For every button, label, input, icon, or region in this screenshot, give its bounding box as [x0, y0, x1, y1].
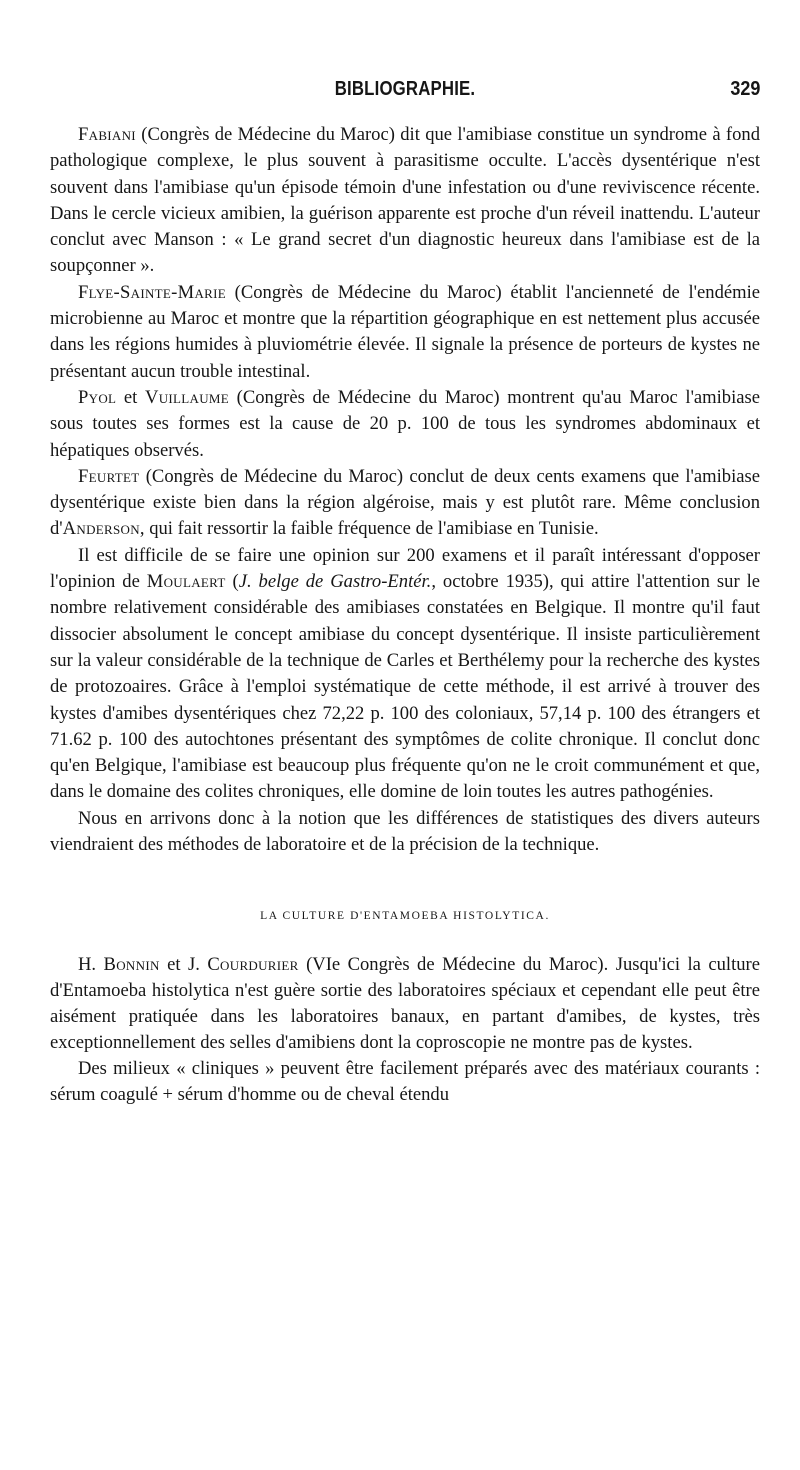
running-title: BIBLIOGRAPHIE. — [334, 78, 476, 100]
paragraph-text: Nous en arrivons donc à la notion que les différences de statistiques des divers auteurs viendraient des méthodes de laboratoire et de la précision de la technique. — [50, 807, 760, 856]
paragraph-text: (Congrès de Médecine du Maroc) dit que l'amibiase constitue un syndrome à fond pathologique complexe, le plus souvent à parasitisme occulte. L'accès dysentérique n'est souvent dans l'amibiase qu'un épisode témoin d'une infestation ou d'une reviviscence récente. Dans le cercle vicieux amibien, la guérison apparente est proche d'un réveil inattendu. L'auteur conclut avec Manson : « Le grand secret d'un diagnostic heureux dans l'amibiase est de la soupçonner ». — [50, 124, 760, 277]
book-page — [50, 78, 760, 1108]
conjunction: et J. — [159, 954, 208, 976]
author-name: Moulaert — [146, 571, 226, 593]
paragraph-bonnin-courdurier — [50, 952, 760, 1056]
conjunction: et — [116, 386, 145, 408]
paragraph-text: ( — [225, 571, 239, 593]
journal-title: J. belge de Gastro-Entér. — [238, 571, 432, 593]
author-name: Vuillaume — [145, 386, 230, 408]
paragraph-conclusion — [50, 806, 760, 859]
author-name: Anderson — [62, 518, 140, 540]
author-initial: H. — [78, 954, 104, 976]
author-name: Courdurier — [207, 954, 299, 976]
paragraph-text: (Congrès de Médecine du Maroc) conclut de deux cents examens que l'amibiase dysentérique existe bien dans la région algéroise, mais y est plutôt rare. Même conclusion d' — [50, 465, 760, 540]
paragraph-text: , qui fait ressortir la faible fréquence de l'amibiase en Tunisie. — [139, 518, 599, 540]
paragraph-pyol-vuillaume — [50, 385, 760, 464]
paragraph-text: Des milieux « cliniques » peuvent être facilement préparés avec des matériaux courants : sérum coagulé + sérum d'homme ou de cheval étendu — [50, 1058, 760, 1106]
paragraph-text: (Congrès de Médecine du Maroc) établit l'ancienneté de l'endémie microbienne au Maroc et montre que la répartition géographique en est nettement plus accusée dans les régions humides à pluviométrie élevée. Il signale la présence de porteurs de kystes ne présentant aucun trouble intestinal. — [50, 281, 760, 382]
paragraph-text: (VIe Congrès de Médecine du Maroc). Jusqu'ici la culture d'Entamoeba histolytica n'est guère sortie des laboratoires spéciaux et cependant elle peut être aisément pratiquée dans les laboratoires banaux, en partant d'amibes, de kystes, très exceptionnellement des selles d'amibiens dont la coproscopie ne montre pas de kystes. — [50, 954, 761, 1054]
author-name: Flye-Sainte-Marie — [78, 281, 226, 303]
paragraph-feurtet — [50, 464, 760, 543]
author-name: Pyol — [78, 386, 117, 408]
author-name: Feurtet — [78, 465, 140, 487]
section-heading: LA CULTURE D'ENTAMOEBA HISTOLYTICA. — [260, 910, 550, 923]
paragraph-milieux — [50, 1056, 760, 1108]
paragraph-flye-sainte-marie — [50, 280, 760, 385]
running-head — [50, 78, 760, 112]
author-name: Fabiani — [78, 124, 136, 145]
paragraph-moulaert — [50, 543, 760, 806]
page-number: 329 — [729, 78, 760, 100]
paragraph-text: (Congrès de Médecine du Maroc) montrent qu'au Maroc l'amibiase sous toutes ses formes est la cause de 20 p. 100 de tous les syndromes abdominaux et hépatiques observés. — [50, 386, 760, 461]
paragraph-text: , octobre 1935), qui attire l'attention sur le nombre relativement considérable des amibiases constatées en Belgique. Il montre qu'il faut dissocier absolument le concept amibiase du concept dysentérique. Il insiste particulièrement sur la valeur considérable de la technique de Carles et Berthélemy pour la recherche des kystes de protozoaires. Grâce à l'emploi systématique de cette méthode, il est arrivé à trouver des kystes d'amibes dysentériques chez 72,22 p. 100 des coloniaux, 57,14 p. 100 des étrangers et 71.62 p. 100 des autochtones présentant des symptômes de colite chronique. Il conclut donc qu'en Belgique, l'amibiase est beaucoup plus fréquente qu'on ne le croit communément et que, dans le domaine des colites chroniques, elle domine de loin toutes les autres pathogénies. — [50, 571, 760, 803]
author-name: Bonnin — [103, 954, 160, 976]
paragraph-fabiani — [50, 122, 760, 280]
paragraph-text: Il est difficile de se faire une opinion sur 200 examens et il paraît intéressant d'opposer l'opinion de — [50, 544, 760, 593]
